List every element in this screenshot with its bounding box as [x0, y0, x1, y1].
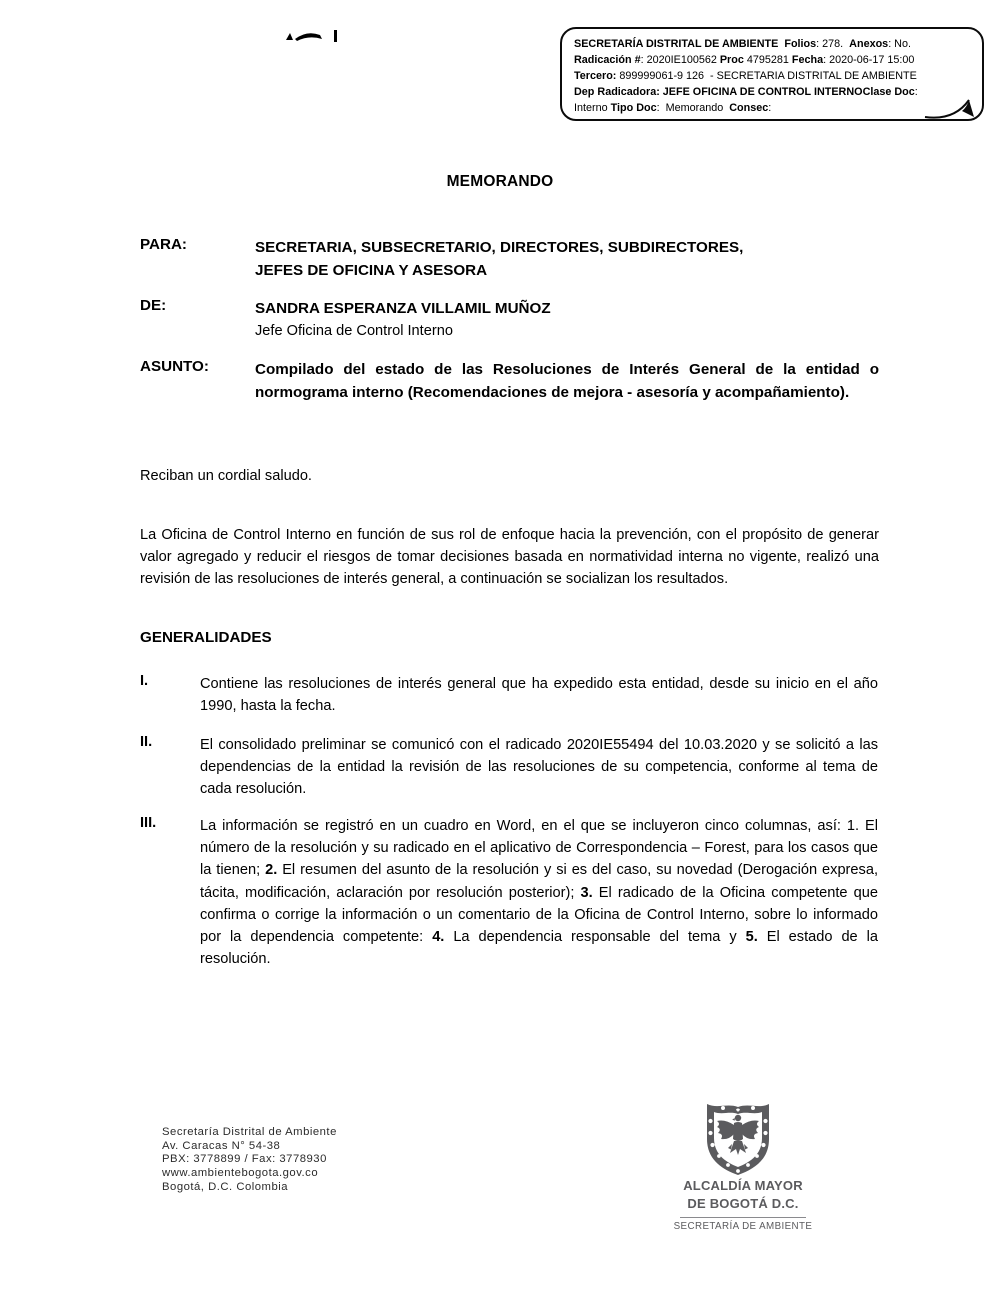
address-line: www.ambientebogota.gov.co [162, 1167, 319, 1180]
text-segment: : 2020IE100562 [640, 54, 720, 66]
address-line: Bogotá, D.C. Colombia [162, 1180, 289, 1193]
stamp-corner-artifact-icon [924, 96, 986, 126]
text-segment: 2. [265, 862, 278, 879]
stamp-line-5 [574, 100, 976, 116]
text-segment: SECRETARÍA DISTRITAL DE AMBIENTE [574, 38, 779, 50]
para-value-line1: SECRETARIA, SUBSECRETARIO, DIRECTORES, SUBDIRECTORES, [255, 239, 744, 256]
text-segment: : 278. [816, 38, 850, 50]
intro-paragraph: La Oficina de Control Interno en función de sus rol de enfoque hacia la prevención, con el propósito de generar valor agregado y reducir el riesgos de tomar decisiones basada en normatividad interna no vigente, realizó una revisión de las resoluciones de interés general, a continuación se socializan los resultados. [140, 527, 879, 588]
text-segment: 4. [432, 929, 445, 946]
text-segment: El radicado de la Oficina competente que confirma o corrige la información o un comentario de la Oficina de Control Interno, sobre lo informado por la dependencia competente: [200, 884, 878, 946]
text-segment: Tercero: [574, 70, 617, 82]
greeting-text: Reciban un cordial saludo. [140, 468, 312, 484]
bogota-coat-of-arms-icon [703, 1101, 773, 1177]
text-segment: Folios [784, 38, 817, 50]
partial-logo-mark-icon [276, 27, 342, 45]
radication-stamp [560, 27, 984, 121]
logo-caption [653, 1177, 833, 1232]
stamp-line-3 [574, 68, 976, 84]
para-value-line2: JEFES DE OFICINA Y ASESORA [255, 262, 488, 279]
list-item-2-text: El consolidado preliminar se comunicó con el radicado 2020IE55494 del 10.03.2020 y se solicitó a las dependencias de la entidad la revisión de las resoluciones de su competencia, conforme al tema de cada resolución. [200, 737, 878, 798]
list-item-3-text [200, 815, 878, 970]
text-segment: Fecha [791, 54, 824, 66]
list-item-1-text: Contiene las resoluciones de interés general que ha expedido esta entidad, desde su inicio en el año 1990, hasta la fecha. [200, 676, 878, 715]
text-segment: La dependencia responsable del tema y [444, 929, 746, 946]
asunto-label: ASUNTO: [140, 358, 209, 375]
address-line: Av. Caracas N° 54-38 [162, 1139, 281, 1152]
list-item-2-numeral: II. [140, 734, 153, 750]
text-segment: Tipo Doc [610, 102, 657, 114]
section-heading-generalidades: GENERALIDADES [140, 629, 272, 646]
text-segment: 3. [580, 884, 593, 901]
asunto-text: Compilado del estado de las Resoluciones de Interés General de la entidad o normograma interno (Recomendaciones de mejora - asesoría y acompañamiento). [255, 361, 879, 402]
text-segment: : 2020-06-17 15:00 [823, 54, 915, 66]
text-segment: Clase Doc [862, 86, 915, 98]
logo-entity-name: SECRETARÍA DE AMBIENTE [673, 1221, 813, 1232]
address-line: PBX: 3778899 / Fax: 3778930 [162, 1153, 327, 1166]
text-segment: Proc [719, 54, 744, 66]
text-segment: Radicación # [574, 54, 641, 66]
text-segment: 899999061-9 126 - SECRETARIA DISTRITAL DE AMBIENTE [616, 70, 917, 82]
text-segment: Dep Radicadora: JEFE OFICINA DE CONTROL INTERNO [574, 86, 863, 98]
stamp-line-4 [574, 84, 976, 100]
logo-divider [680, 1217, 806, 1218]
stamp-line-2 [574, 52, 976, 68]
text-segment: : Memorando [656, 102, 730, 114]
text-segment: El estado de la resolución. [200, 929, 878, 968]
text-segment: : [768, 102, 772, 114]
de-label: DE: [140, 297, 167, 314]
stamp-line-1 [574, 36, 976, 52]
text-segment: Consec [729, 102, 769, 114]
address-line: Secretaría Distrital de Ambiente [162, 1126, 337, 1138]
list-item-1-numeral: I. [140, 673, 149, 689]
text-segment: 5. [745, 929, 758, 946]
footer-address [162, 1126, 337, 1195]
de-role: Jefe Oficina de Control Interno [255, 323, 453, 339]
memo-title: MEMORANDO [446, 173, 554, 190]
logo-org-name-line1: ALCALDÍA MAYOR [683, 1178, 803, 1193]
text-segment: : No. [888, 38, 911, 50]
text-segment: : [914, 86, 918, 98]
text-segment: Anexos [849, 38, 889, 50]
text-segment: 4795281 [743, 54, 792, 66]
list-item-3-numeral: III. [140, 815, 157, 831]
text-segment: El resumen del asunto de la resolución y si es del caso, su novedad (Derogación expresa, tácita, modificación, aclaración por resolución posterior); [200, 862, 879, 901]
de-name: SANDRA ESPERANZA VILLAMIL MUÑOZ [255, 300, 551, 317]
logo-org-name-line2: DE BOGOTÁ D.C. [687, 1196, 799, 1211]
text-segment: Interno [574, 102, 611, 114]
text-segment: La información se registró en un cuadro en Word, en el que se incluyeron cinco columnas, así: 1. El número de la resolución y su radicado en el aplicativo de Correspondencia – Forest, para los casos que la tienen; [200, 818, 878, 879]
para-label: PARA: [140, 236, 187, 253]
